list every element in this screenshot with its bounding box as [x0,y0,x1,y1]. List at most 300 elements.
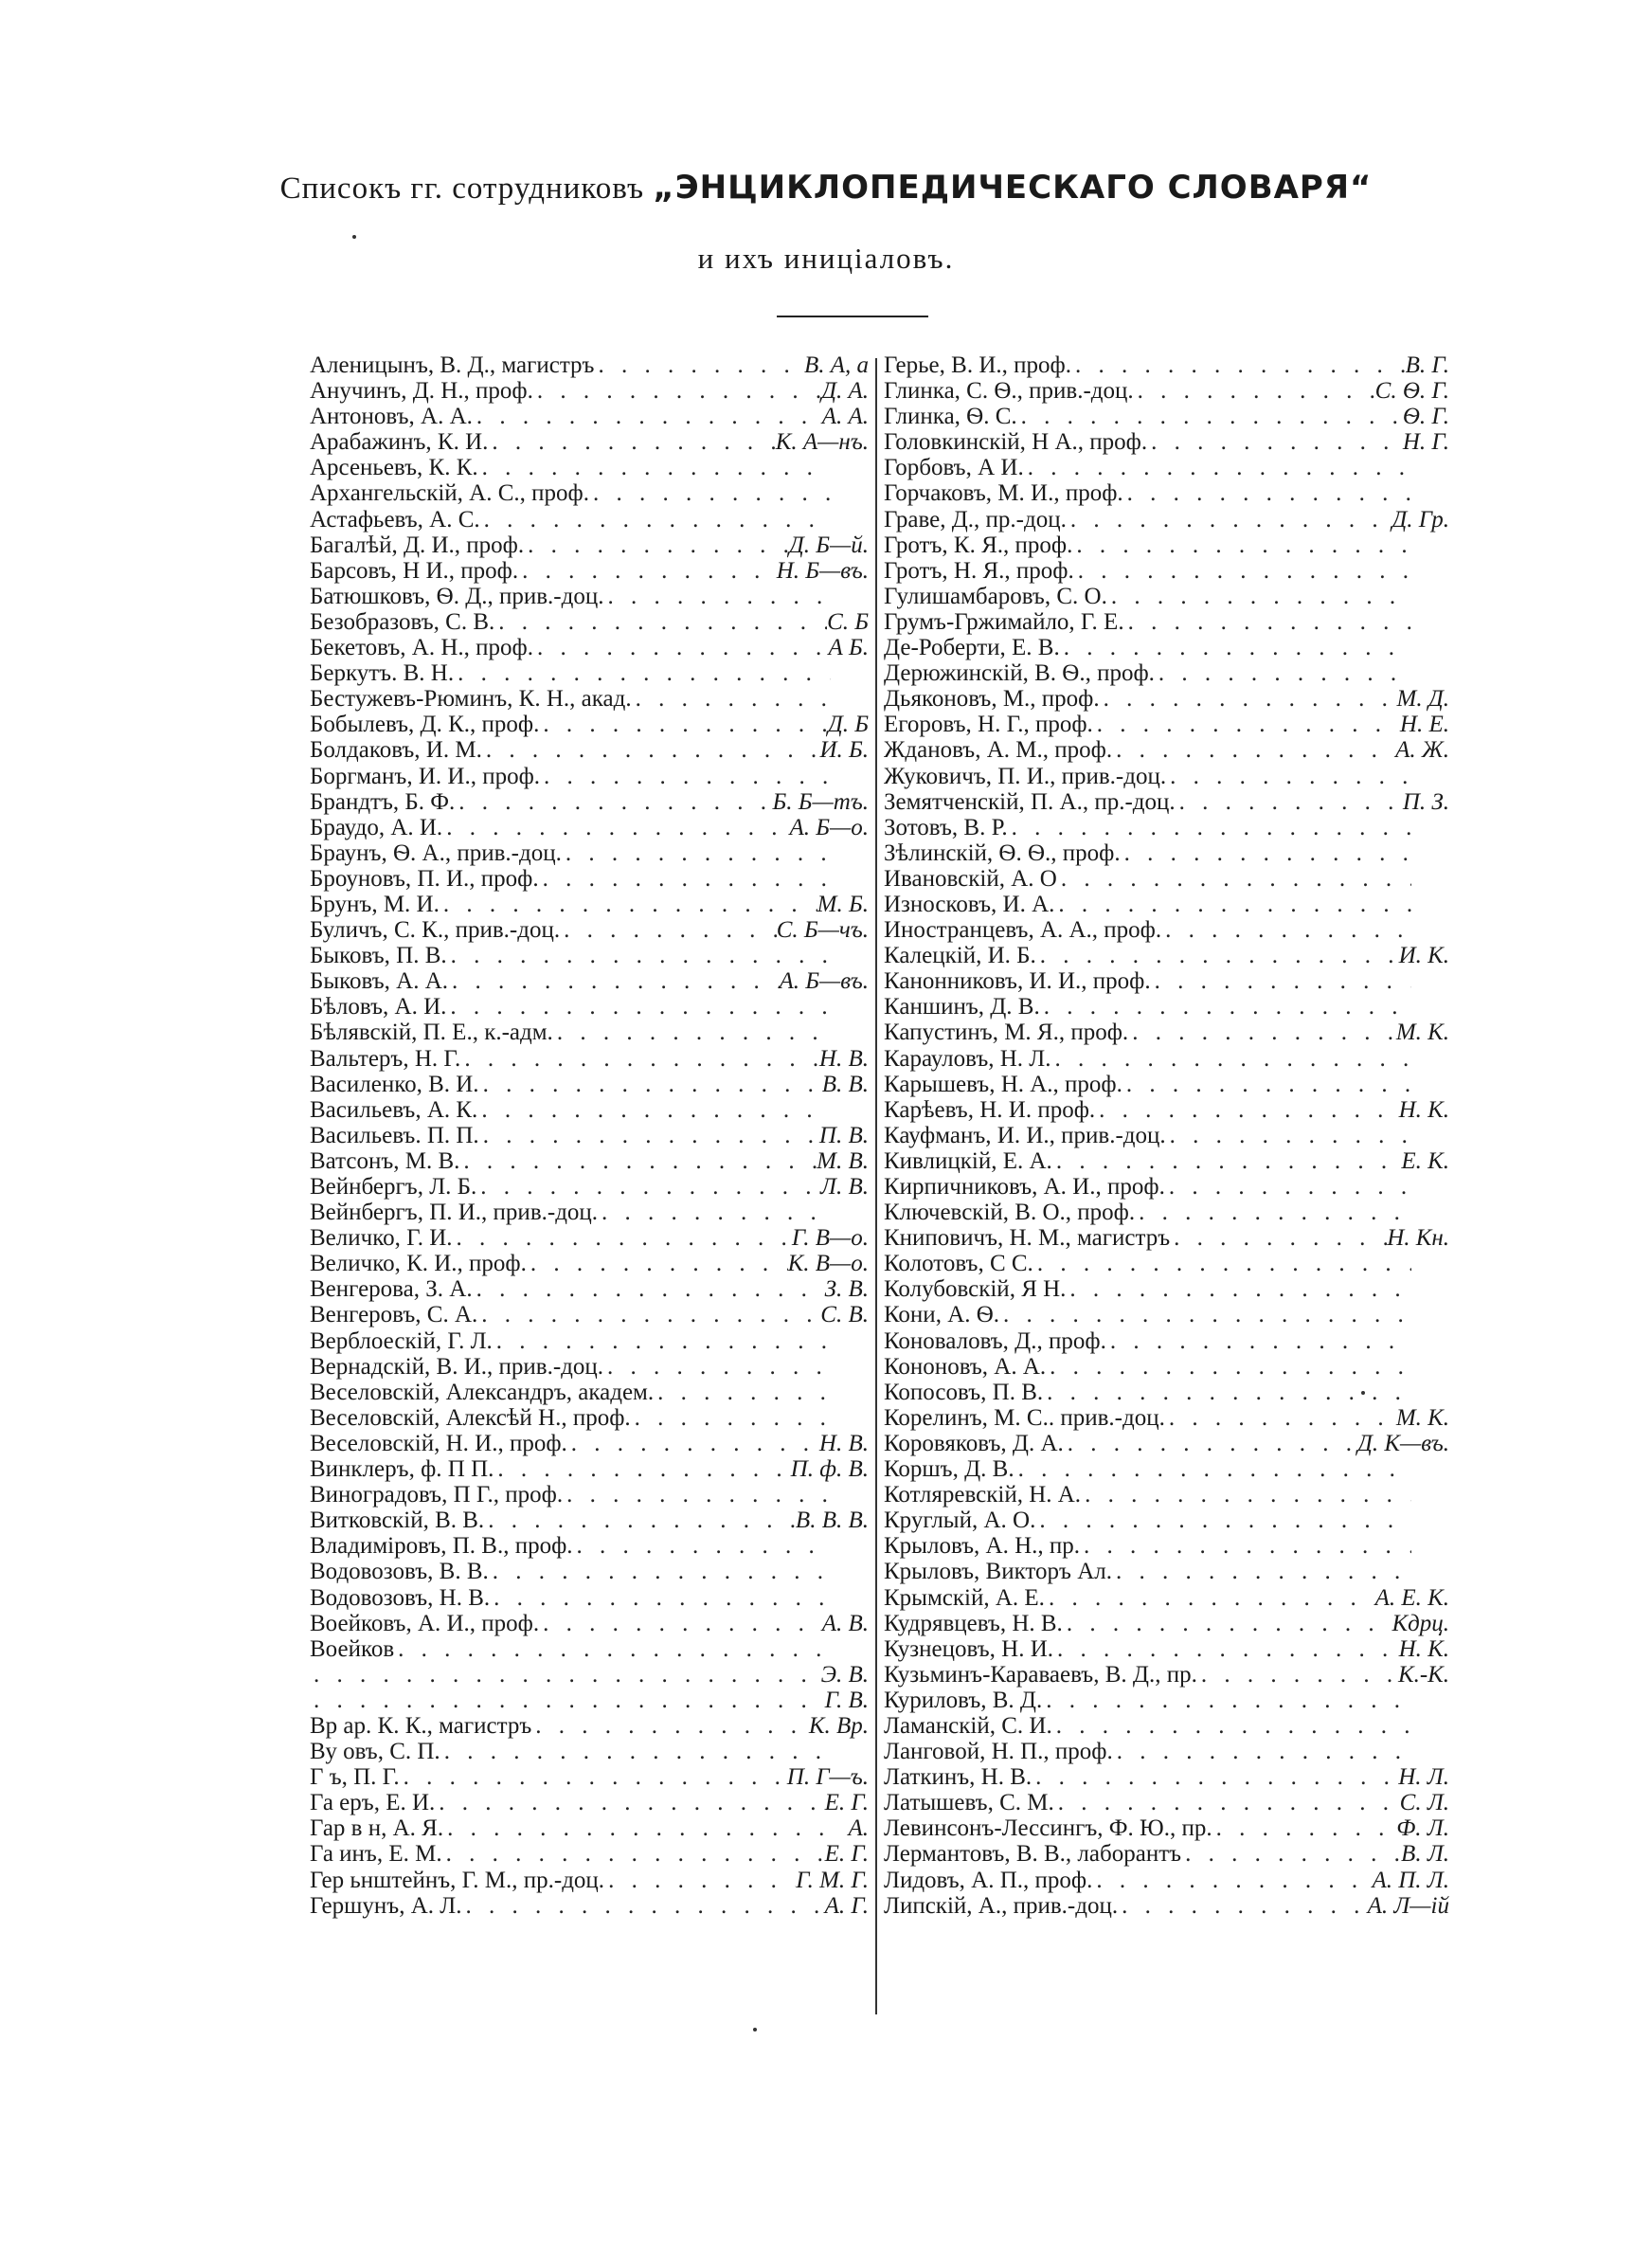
title-rule [777,316,928,317]
contributor-name: Головкинскій, Н А., проф. [884,429,1148,456]
contributor-name: Корелинъ, М. С.. прив.-доц. [884,1404,1165,1431]
contributor-row [884,866,1449,892]
contributor-row [884,737,1449,763]
leader-dots [1066,1276,1411,1302]
contributor-row [310,533,869,558]
contributor-row [310,1072,869,1097]
contributor-row [310,1739,869,1764]
contributor-row [884,1097,1449,1123]
contributor-initials: А. Г. [824,1892,869,1919]
contributor-row [884,1354,1449,1380]
leader-dots [443,1815,831,1841]
leader-dots [539,866,831,892]
contributor-name: Кирпичниковъ, А. И., проф. [884,1174,1165,1200]
contributor-name: Круглый, А. О. [884,1508,1036,1534]
leader-dots [478,455,831,480]
contributor-row [310,1764,869,1790]
contributor-name: Багалѣй, Д. И., проф. [310,532,525,558]
contributor-row [884,917,1449,943]
leader-dots [524,533,789,558]
contributor-initials: В. А, а [803,352,869,378]
page-title [0,169,1652,207]
contributor-name: Крыловъ, Викторъ Ал. [884,1559,1112,1585]
contributor-name: Иностранцевъ, А. А., проф. [884,917,1162,944]
contributor-initials: Н. Е. [1399,712,1449,738]
contributor-name: Жуковичъ, П. И., прив.-доц. [884,763,1167,789]
contributor-row [310,1097,869,1123]
leader-dots [1122,1072,1411,1097]
contributor-name: Кивлицкій, Е. А. [884,1147,1052,1174]
contributor-name: Веселовскій, Н. И., проф. [310,1430,567,1456]
leader-dots [1052,1713,1411,1739]
leader-dots [454,660,831,686]
leader-dots [539,712,827,737]
contributor-row [310,429,869,455]
contributor-row [884,1764,1449,1790]
contributor-name: Ивановскій, А. О [884,865,1057,892]
contributor-row [884,352,1449,378]
contributor-initials: И. Б. [819,737,869,764]
leader-dots [1033,1251,1411,1276]
contributor-row [884,1225,1449,1251]
contributor-row [310,1636,869,1662]
contributor-name: Воейковъ, А. И., проф. [310,1610,540,1636]
contributor-row [310,1405,869,1431]
contributor-name: Га инъ, Е. М. [310,1841,442,1868]
contributor-row [310,609,869,635]
contributor-row [310,1688,869,1713]
contributor-name: Горчаковъ, М. И., проф. [884,480,1123,507]
contributor-row [310,1251,869,1276]
contributor-name: Бекетовъ, А. Н., проф. [310,635,533,661]
leader-dots [1064,1431,1357,1456]
contributor-row [310,1148,869,1174]
contributor-name: Барсовъ, Н И., проф. [310,557,519,584]
contributor-initials: Э. В. [820,1661,869,1688]
leader-dots [598,1200,831,1225]
contributor-row [884,404,1449,429]
leader-dots [1067,507,1392,533]
contributor-name: Котляревскій, Н. А. [884,1482,1082,1508]
contributor-row [884,1713,1449,1739]
contributor-name: Егоровъ, Н. Г., проф. [884,712,1093,738]
contributor-initials: А Б. [828,635,869,661]
contributor-name: Герье, В. И., проф. [884,352,1071,378]
contributor-row [884,1200,1449,1225]
contributor-row [310,1533,869,1559]
leader-dots [1147,429,1403,455]
leader-dots [1060,635,1411,660]
contributor-name: Брандтъ, Б. Ф. [310,788,456,815]
contributor-row [884,1046,1449,1072]
contributor-row [884,480,1449,506]
contributor-row [310,660,869,686]
leader-dots [1113,1739,1411,1764]
contributor-row [310,1354,869,1380]
contributor-row [884,1611,1449,1636]
contributor-initials: К. В—о. [787,1251,869,1277]
leader-dots [1040,994,1411,1020]
contributor-initials: А. Л—ій [1367,1892,1449,1919]
leader-dots [518,558,777,584]
contributor-row [310,1225,869,1251]
leader-dots [1161,917,1411,943]
contributor-initials: Н. Кн. [1387,1225,1449,1252]
contributor-row [884,429,1449,455]
leader-dots [1036,943,1399,968]
contributor-row [884,1431,1449,1456]
contributor-name: Колубовскій, Я Н. [884,1276,1067,1303]
contributor-row [310,1482,869,1508]
contributor-name: Колотовъ, С С. [884,1251,1033,1277]
contributor-initials: С. Б [827,608,869,635]
leader-dots [473,1276,825,1302]
contributor-name: Арсеньевъ, К. К. [310,455,478,481]
contributor-row [884,764,1449,789]
contributor-name: Карышевъ, Н. А., проф. [884,1071,1122,1097]
leader-dots [494,1456,790,1482]
contributor-name: Горбовъ, А И. [884,455,1024,481]
contributor-initials: Д. А. [821,378,869,405]
contributor-initials: Г. В—о. [791,1225,869,1252]
contributor-name: Архангельскій, А. С., проф. [310,480,589,507]
contributor-name: Воейков [310,1635,395,1662]
contributor-name: Левинсонъ-Лессингъ, Ф. Ю., пр. [884,1815,1212,1842]
contributor-initials: А. Б—о. [789,814,869,840]
contributor-row [884,1868,1449,1893]
contributor-name: Броуновъ, П. И., проф. [310,865,539,892]
contributor-name: Витковскій, В. В. [310,1508,485,1534]
leader-dots [560,917,777,943]
leader-dots [476,1174,820,1200]
contributor-row [310,1456,869,1482]
leader-dots [1100,686,1397,712]
contributor-name: Капустинъ, М. Я., проф. [884,1020,1129,1046]
contributor-initials: М. Б. [817,891,869,917]
contributor-row [310,1276,869,1302]
contributor-initials: А. Е. К. [1374,1584,1449,1611]
leader-dots [453,1225,792,1251]
contributor-row [310,404,869,429]
contributor-row [884,1020,1449,1045]
leader-dots [482,737,820,763]
contributor-initials: В. Г. [1405,352,1449,378]
leader-dots [440,892,817,917]
contributor-row [310,943,869,968]
contributor-initials: Н. К. [1398,1635,1449,1662]
contributor-name: Г ъ, П. Г. [310,1764,400,1791]
leader-dots [1093,712,1400,737]
contributor-initials: Г. М. Г. [796,1867,869,1893]
title-prefix: Списокъ гг. сотрудниковъ [279,172,654,206]
contributor-name: Вейнбергъ, П. И., прив.-доц. [310,1200,599,1226]
contributor-name: Батюшковъ, Ѳ. Д., прив.-доц. [310,583,604,609]
contributor-initials: М. К. [1395,1404,1449,1431]
contributor-name: Липскій, А., прив.-доц. [884,1892,1119,1919]
contributor-initials: Д. Б—й. [788,532,869,558]
contributor-name: Коровяковъ, Д. А. [884,1430,1064,1456]
contributor-initials: Н. К. [1398,1096,1449,1123]
leader-dots [479,1072,822,1097]
leader-dots [1017,404,1403,429]
contributor-name: Ватсонъ, М. В. [310,1147,460,1174]
leader-dots [493,1328,831,1354]
contributor-row [310,1841,869,1867]
leader-dots [455,789,772,815]
contributor-row [884,840,1449,866]
leader-dots [562,840,831,866]
contributor-name: Браудо, А. И. [310,814,443,840]
contributor-name: Анучинъ, Д. Н., проф. [310,378,533,405]
contributor-initials: А. Ж. [1395,737,1449,764]
contributor-name: Коноваловъ, Д., проф. [884,1327,1106,1354]
contributor-row [310,866,869,892]
page-subtitle: и ихъ иниціаловъ. [697,242,955,275]
contributor-row [310,1174,869,1200]
contributor-row [310,1302,869,1327]
contributor-row [884,455,1449,480]
contributor-row [310,507,869,533]
contributor-row [884,994,1449,1020]
contributor-row [884,1636,1449,1662]
contributor-row [310,840,869,866]
leader-dots [1015,1456,1411,1482]
leader-dots [459,1148,817,1174]
contributor-name: Канонниковъ, И. И., проф. [884,968,1151,995]
leader-dots [1212,1815,1397,1841]
leader-dots [533,635,829,660]
contributor-name: Безобразовъ, С. В. [310,608,495,635]
contributor-name: Ключевскій, В. О., проф. [884,1200,1136,1226]
leader-dots [1080,1533,1411,1559]
leader-dots [1071,352,1406,378]
contributor-row [310,917,869,943]
contributor-initials: Е. Г. [824,1841,869,1868]
contributor-row [310,1046,869,1072]
contributor-name: Латкинъ, Н. В. [884,1764,1032,1791]
contributor-row [884,1585,1449,1611]
contributor-initials: И. К. [1398,943,1449,969]
contributor-initials: П. З. [1402,788,1449,815]
leader-dots [533,378,821,404]
leader-dots [1166,764,1411,789]
leader-dots [1166,1123,1411,1148]
leader-dots [1135,1200,1411,1225]
contributor-name: Карауловъ, Н. Л. [884,1045,1051,1072]
contributor-name: Ламанскій, С. И. [884,1712,1052,1739]
contributor-row [310,737,869,763]
contributor-row [310,378,869,404]
contributor-row [310,789,869,815]
contributor-row [884,1893,1449,1919]
contributor-name: Гар в н, А. Я. [310,1815,444,1842]
contributor-name: Ву овъ, С. П. [310,1739,440,1765]
contributor-name: Быковъ, П. В. [310,943,447,969]
contributor-row [310,1508,869,1533]
leader-dots [489,1559,831,1584]
contributor-row [884,1662,1449,1688]
leader-dots [1112,1559,1411,1584]
contributor-initials: Кдрц. [1392,1610,1449,1636]
contributor-row [310,352,869,378]
contributor-name: Глинка, Ѳ. С. [884,404,1017,430]
contributor-row [884,968,1449,994]
leader-dots [1072,533,1411,558]
contributor-row [310,1790,869,1815]
contributor-row [884,1790,1449,1815]
right-column [884,352,1449,1919]
leader-dots [1053,1636,1399,1662]
leader-dots [594,352,803,378]
contributor-row [310,712,869,737]
contributor-initials: А. В. [821,1610,869,1636]
contributor-name: Веселовскій, Александръ, академ. [310,1379,655,1405]
leader-dots [1106,1328,1411,1354]
contributor-row [884,1405,1449,1431]
contributor-row [884,1841,1449,1867]
contributor-name: Бобылевъ, Д. К., проф. [310,712,540,738]
column-divider [875,358,877,2014]
contributor-row [310,1893,869,1919]
contributor-initials: Н. Л. [1398,1764,1449,1791]
leader-dots [632,686,831,712]
leader-dots [1165,1405,1396,1431]
contributor-name: Величко, Г. И. [310,1225,453,1252]
contributor-name: Грумъ-Гржимайло, Г. Е. [884,608,1124,635]
contributor-row [884,378,1449,404]
contributor-row [310,968,869,994]
leader-dots [1032,1764,1398,1790]
contributor-row [884,1739,1449,1764]
leader-dots [447,943,831,968]
contributor-initials: Ф. Л. [1396,1815,1449,1842]
leader-dots [1170,1225,1387,1251]
contributor-name: Кудрявцевъ, Н. В. [884,1610,1063,1636]
contributor-name: Кони, А. Ѳ. [884,1302,1000,1328]
left-column [310,352,869,1919]
leader-dots [400,1764,787,1790]
leader-dots [442,1841,825,1867]
leader-dots [1123,480,1411,506]
contributor-row [310,815,869,840]
leader-dots [1181,1841,1401,1867]
leader-dots [1151,968,1411,994]
leader-dots [1054,892,1411,917]
leader-dots [1081,1482,1411,1508]
contributor-row [310,892,869,917]
contributor-row [884,1688,1449,1713]
leader-dots [1095,1097,1398,1123]
leader-dots [1165,1174,1411,1200]
contributor-row [310,994,869,1020]
leader-dots [1128,1020,1396,1045]
contributor-row [884,1482,1449,1508]
contributor-row [310,764,869,789]
contributor-initials: А. Б—въ. [779,968,869,995]
contributor-row [310,1868,869,1893]
contributor-name: Калецкій, И. Б. [884,943,1036,969]
contributor-name: Гер ьнштейнъ, Г. М., пр.-доц. [310,1867,605,1893]
contributor-initials: А. А. [821,404,869,430]
contributor-initials: Н. В. [818,1045,869,1072]
contributor-name: Аленицынъ, В. Д., магистръ [310,352,595,378]
leader-dots [589,480,831,506]
leader-dots [473,404,822,429]
contributor-name: Винклеръ, ф. П П. [310,1456,494,1483]
leader-dots [442,815,789,840]
contributor-initials: С. В. [820,1302,869,1328]
contributor-initials: Д. Б [827,712,869,738]
leader-dots [563,1482,831,1508]
contributor-name: Га еръ, Е. И. [310,1790,436,1816]
leader-dots [1176,789,1403,815]
contributor-row [884,1815,1449,1841]
contributor-initials: Н. Б—въ. [776,557,869,584]
leader-dots [1112,737,1395,763]
contributor-name: Буличъ, С. К., прив.-доц. [310,917,561,944]
contributor-name: Зѣлинскій, Ѳ. Ѳ., проф. [884,840,1121,866]
contributor-name: Карѣевъ, Н. И. проф. [884,1096,1096,1123]
leader-dots [440,1739,831,1764]
contributor-name: Браунъ, Ѳ. А., прив.-доц. [310,840,562,866]
leader-dots [1024,455,1411,480]
contributor-row [310,584,869,609]
leader-dots [1107,584,1411,609]
contributor-initials: К.-К. [1397,1661,1449,1688]
contributor-row [884,712,1449,737]
leader-dots [540,764,831,789]
contributor-name: Кауфманъ, И. И., прив.-доц. [884,1122,1166,1148]
contributor-name: Глинка, С. Ѳ., прив.-доц. [884,378,1134,405]
contributor-name: Верблоескій, Г. Л. [310,1327,493,1354]
contributor-initials: С. Ѳ. Г. [1374,378,1449,405]
contributor-row [884,1456,1449,1482]
contributor-name: Каншинъ, Д. В. [884,994,1040,1020]
contributor-name: Венгерова, З. А. [310,1276,473,1303]
leader-dots [1035,1508,1411,1533]
leader-dots [1057,866,1411,892]
leader-dots [394,1636,831,1662]
contributor-name: Ланговой, Н. П., проф. [884,1739,1113,1765]
contributor-name: Вейнбергъ, Л. Б. [310,1174,477,1200]
leader-dots [999,1302,1411,1327]
contributor-initials: Б. Б—тъ. [772,788,869,815]
contributor-name: Дьяконовъ, М., проф. [884,686,1100,713]
contributor-row [884,1302,1449,1327]
contributor-row [884,892,1449,917]
contributor-name: Крымскій, А. Е. [884,1584,1045,1611]
contributor-initials: С. Б—чъ. [776,917,869,944]
contributor-name: Водовозовъ, Н. В. [310,1584,491,1611]
contributor-initials: А. П. Л. [1372,1867,1449,1893]
leader-dots [1124,609,1411,635]
leader-dots [310,1688,825,1713]
contributor-row [310,1431,869,1456]
contributor-row [884,943,1449,968]
leader-dots [567,1431,819,1456]
leader-dots [1092,1868,1372,1893]
contributor-name: Гротъ, К. Я., проф. [884,532,1073,558]
leader-dots [631,1405,831,1431]
contributor-name: Васильевъ. П. П. [310,1122,479,1148]
contributor-initials: Ѳ. Г. [1402,404,1449,430]
contributor-name: Кононовъ, А. А. [884,1353,1047,1380]
leader-dots [479,1123,819,1148]
leader-dots [573,1533,831,1559]
contributor-name: Куриловъ, В. Д. [884,1687,1043,1713]
leader-dots [604,584,832,609]
leader-dots [1045,1585,1375,1611]
